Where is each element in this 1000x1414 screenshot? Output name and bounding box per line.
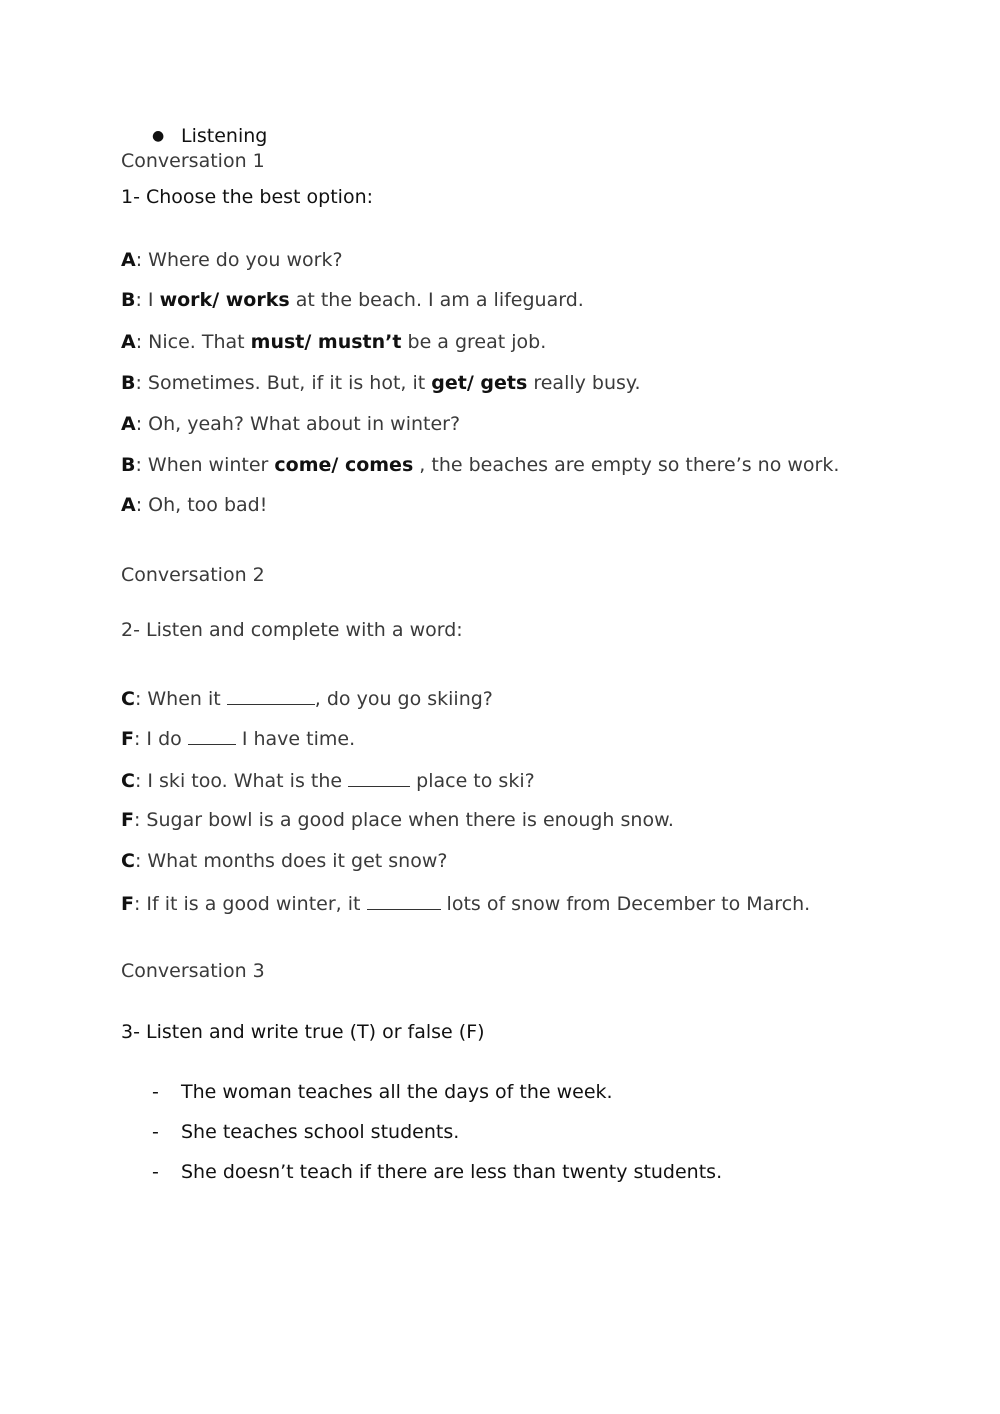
speaker-label: A	[121, 331, 136, 353]
conversation-1-instruction: 1- Choose the best option:	[121, 186, 374, 208]
dialogue-line	[121, 768, 535, 793]
blank-field[interactable]	[348, 768, 410, 787]
dialogue-text: place to ski?	[410, 770, 535, 792]
conversation-3-instruction: 3- Listen and write true (T) or false (F)	[121, 1021, 485, 1043]
conversation-2-heading: Conversation 2	[121, 564, 265, 586]
dialogue-text: be a great job.	[401, 331, 547, 353]
dialogue-line	[121, 288, 584, 312]
dialogue-text: , the beaches are empty so there’s no work.	[413, 454, 840, 476]
dialogue-text: : If it is a good winter, it	[133, 893, 367, 915]
dialogue-text: : Sometimes. But, if it is hot, it	[135, 372, 432, 394]
dialogue-text: at the beach. I am a lifeguard.	[289, 289, 584, 311]
bullet-icon: ●	[152, 128, 165, 144]
dialogue-text: : When winter	[135, 454, 275, 476]
speaker-label: B	[121, 454, 136, 476]
dialogue-line	[121, 330, 546, 354]
dialogue-line	[121, 371, 640, 395]
statement-item: She doesn’t teach if there are less than twenty students.	[181, 1161, 723, 1183]
answer-option[interactable]: work/ works	[159, 289, 290, 311]
dialogue-line	[121, 453, 839, 477]
conversation-3-heading: Conversation 3	[121, 960, 265, 982]
speaker-label: A	[121, 413, 136, 435]
dialogue-line	[121, 412, 460, 436]
dialogue-text: lots of snow from December to March.	[440, 893, 811, 915]
statement-item: The woman teaches all the days of the week.	[181, 1081, 613, 1103]
speaker-label: C	[121, 770, 135, 792]
dialogue-text: really busy.	[527, 372, 641, 394]
dialogue-text: : Sugar bowl is a good place when there is enough snow.	[133, 809, 674, 831]
dialogue-line	[121, 891, 810, 916]
answer-option[interactable]: must/ mustn’t	[250, 331, 402, 353]
speaker-label: A	[121, 494, 136, 516]
dialogue-text: , do you go skiing?	[314, 688, 493, 710]
speaker-label: F	[121, 893, 134, 915]
dialogue-text: : I	[135, 289, 160, 311]
dialogue-line	[121, 248, 343, 272]
statement-item: She teaches school students.	[181, 1121, 460, 1143]
dialogue-line	[121, 849, 447, 873]
section-title: Listening	[181, 125, 268, 147]
dialogue-line	[121, 493, 267, 517]
blank-field[interactable]	[188, 726, 236, 745]
conversation-1-heading: Conversation 1	[121, 150, 265, 172]
dialogue-text: : Oh, too bad!	[135, 494, 268, 516]
dialogue-line	[121, 726, 355, 751]
speaker-label: F	[121, 728, 134, 750]
dash-marker: -	[152, 1081, 159, 1103]
conversation-2-instruction: 2- Listen and complete with a word:	[121, 619, 463, 641]
dialogue-text: : I ski too. What is the	[134, 770, 349, 792]
blank-field[interactable]	[227, 686, 315, 705]
dialogue-text: : Oh, yeah? What about in winter?	[135, 413, 461, 435]
dialogue-text: : Nice. That	[135, 331, 251, 353]
dialogue-text: : Where do you work?	[135, 249, 343, 271]
dialogue-line	[121, 808, 674, 832]
speaker-label: A	[121, 249, 136, 271]
speaker-label: C	[121, 850, 135, 872]
speaker-label: C	[121, 688, 135, 710]
dash-marker: -	[152, 1161, 159, 1183]
dialogue-text: : When it	[134, 688, 227, 710]
dialogue-text: : I do	[133, 728, 188, 750]
answer-option[interactable]: come/ comes	[274, 454, 414, 476]
dialogue-text: : What months does it get snow?	[134, 850, 448, 872]
speaker-label: B	[121, 289, 136, 311]
dialogue-text: I have time.	[235, 728, 356, 750]
blank-field[interactable]	[367, 891, 441, 910]
answer-option[interactable]: get/ gets	[431, 372, 528, 394]
dialogue-line	[121, 686, 493, 711]
dash-marker: -	[152, 1121, 159, 1143]
speaker-label: B	[121, 372, 136, 394]
speaker-label: F	[121, 809, 134, 831]
